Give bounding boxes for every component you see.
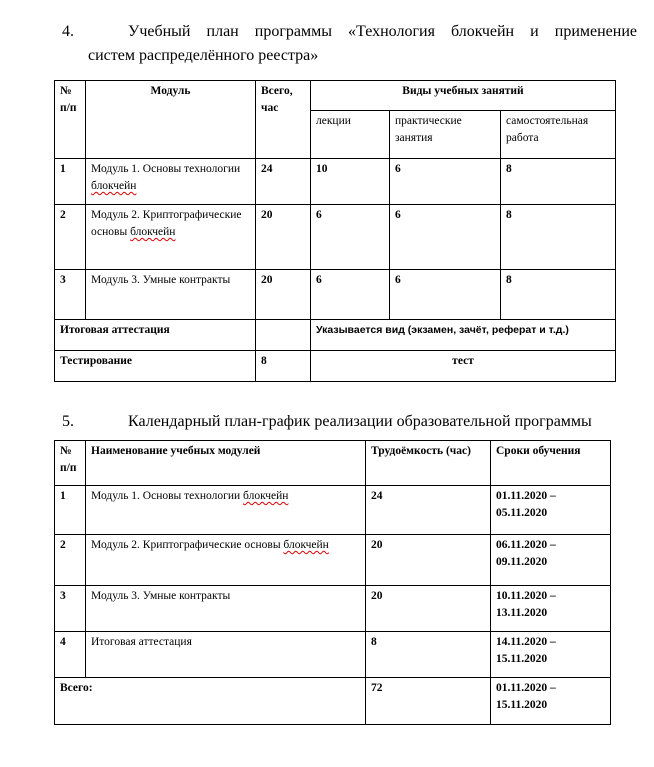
row-module: Модуль 2. Криптографические основы блокчейн — [86, 205, 256, 270]
testing-type: тест — [311, 351, 616, 382]
header-self: самостоятельная работа — [501, 111, 616, 159]
section-4-title-line1: Учебный план программы «Технология блокчейн и применение — [128, 23, 637, 40]
row-num: 3 — [55, 270, 86, 320]
row-self: 8 — [501, 270, 616, 320]
total-row — [55, 678, 611, 725]
total-label: Всего: — [55, 678, 366, 725]
testing-label: Тестирование — [55, 351, 256, 382]
row-hours: 8 — [366, 632, 491, 678]
final-label: Итоговая аттестация — [55, 320, 256, 351]
schedule-table — [54, 440, 611, 725]
table-row — [55, 159, 616, 205]
row-self: 8 — [501, 159, 616, 205]
header-num: № п/п — [55, 441, 86, 486]
row-practical: 6 — [390, 159, 501, 205]
section-5-heading — [62, 410, 592, 434]
header-name: Наименование учебных модулей — [86, 441, 366, 486]
row-lectures: 10 — [311, 159, 390, 205]
header-practical: практические занятия — [390, 111, 501, 159]
row-num: 1 — [55, 486, 86, 535]
row-hours: 20 — [366, 586, 491, 632]
row-dates: 06.11.2020 – 09.11.2020 — [491, 535, 611, 586]
row-hours: 24 — [366, 486, 491, 535]
row-dates: 10.11.2020 – 13.11.2020 — [491, 586, 611, 632]
table-row — [55, 586, 611, 632]
row-total: 24 — [256, 159, 311, 205]
header-num: № п/п — [55, 81, 86, 159]
final-hours — [256, 320, 311, 351]
row-total: 20 — [256, 270, 311, 320]
row-name: Модуль 1. Основы технологии блокчейн — [86, 486, 366, 535]
header-hours: Трудоёмкость (час) — [366, 441, 491, 486]
row-self: 8 — [501, 205, 616, 270]
table-row — [55, 486, 611, 535]
row-name: Модуль 2. Криптографические основы блокчейн — [86, 535, 366, 586]
row-num: 1 — [55, 159, 86, 205]
row-num: 2 — [55, 535, 86, 586]
row-dates: 01.11.2020 – 05.11.2020 — [491, 486, 611, 535]
row-lectures: 6 — [311, 205, 390, 270]
header-module: Модуль — [86, 81, 256, 159]
section-5-number: 5. — [62, 413, 74, 430]
curriculum-table — [54, 80, 616, 382]
row-module: Модуль 1. Основы технологии блокчейн — [86, 159, 256, 205]
testing-hours: 8 — [256, 351, 311, 382]
header-dates: Сроки обучения — [491, 441, 611, 486]
row-hours: 20 — [366, 535, 491, 586]
row-module: Модуль 3. Умные контракты — [86, 270, 256, 320]
total-hours: 72 — [366, 678, 491, 725]
table-row — [55, 535, 611, 586]
section-4-title-line2: систем распределённого реестра» — [88, 47, 319, 64]
row-name: Итоговая аттестация — [86, 632, 366, 678]
row-num: 3 — [55, 586, 86, 632]
section-4-heading — [62, 20, 637, 68]
row-lectures: 6 — [311, 270, 390, 320]
table-row — [55, 205, 616, 270]
final-row — [55, 320, 616, 351]
row-practical: 6 — [390, 270, 501, 320]
final-note: Указывается вид (экзамен, зачёт, реферат и т.д.) — [311, 320, 616, 351]
header-lectures: лекции — [311, 111, 390, 159]
row-dates: 14.11.2020 – 15.11.2020 — [491, 632, 611, 678]
row-num: 2 — [55, 205, 86, 270]
table-row — [55, 632, 611, 678]
row-name: Модуль 3. Умные контракты — [86, 586, 366, 632]
total-dates: 01.11.2020 – 15.11.2020 — [491, 678, 611, 725]
header-types: Виды учебных занятий — [311, 81, 616, 111]
header-total: Всего, час — [256, 81, 311, 159]
section-5-title: Календарный план-график реализации образовательной программы — [128, 413, 592, 430]
row-num: 4 — [55, 632, 86, 678]
section-4-number: 4. — [62, 23, 74, 40]
row-total: 20 — [256, 205, 311, 270]
row-practical: 6 — [390, 205, 501, 270]
table-row — [55, 270, 616, 320]
testing-row — [55, 351, 616, 382]
